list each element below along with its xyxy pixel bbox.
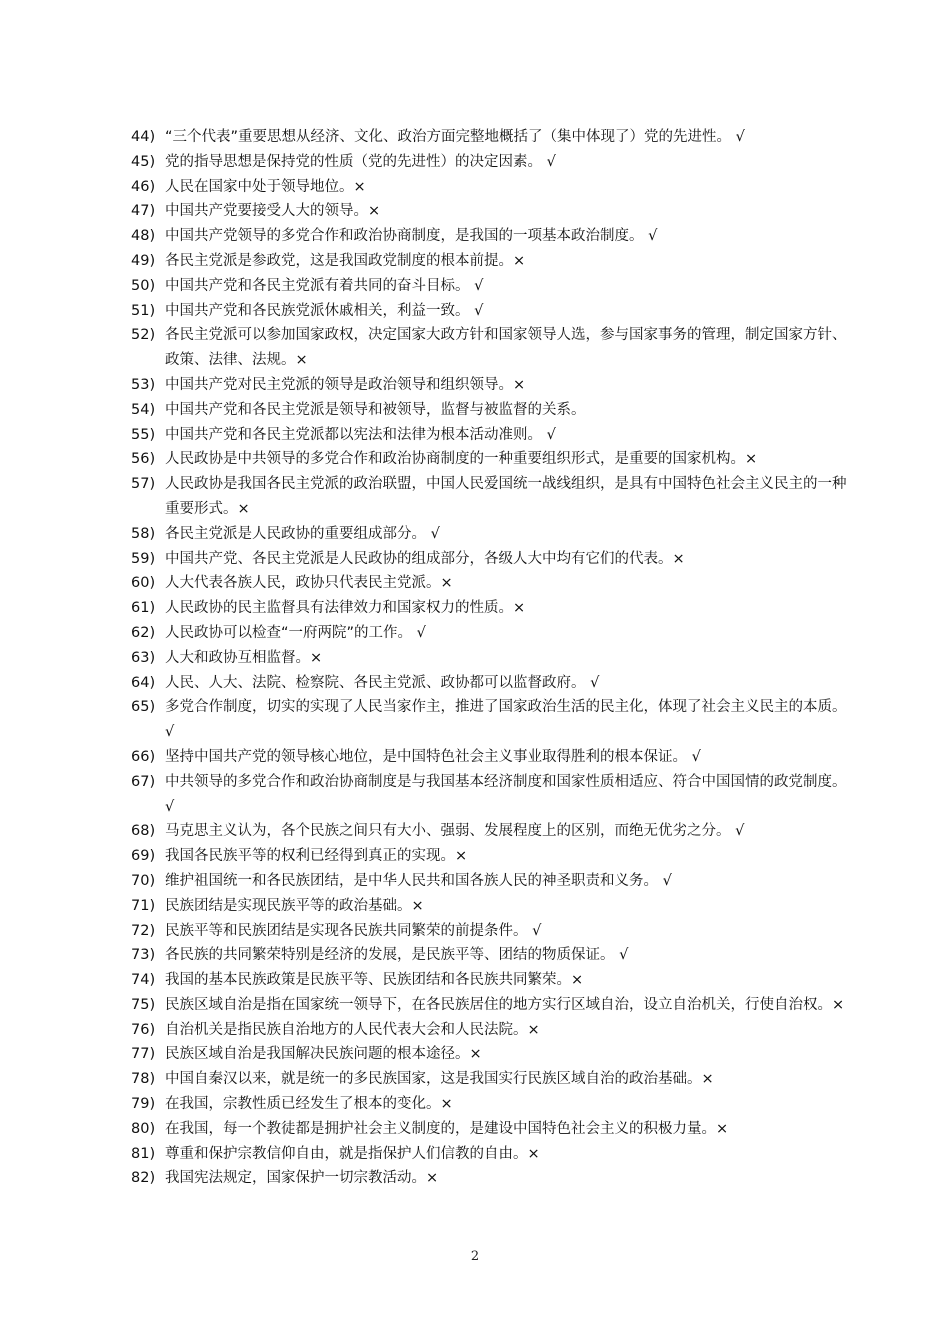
item-number: 60) [131,575,156,592]
list-item [131,1166,856,1191]
item-text: 人民在国家中处于领导地位。× [165,178,366,195]
list-item [131,125,856,150]
item-number: 64) [131,674,156,691]
item-number: 52) [131,327,156,344]
list-item [131,1067,856,1092]
list-item [131,869,856,894]
item-text: 各民族的共同繁荣特别是经济的发展，是民族平等、团结的物质保证。 √ [165,947,629,964]
item-number: 55) [131,426,156,443]
list-item [131,993,856,1018]
item-number: 66) [131,748,156,765]
item-number: 44) [131,129,156,145]
list-item [131,844,856,869]
list-item [131,968,856,993]
list-item [131,547,856,572]
item-number: 80) [131,1120,156,1137]
item-text: 人大代表各族人民，政协只代表民主党派。× [165,575,453,592]
item-text: 维护祖国统一和各民族团结，是中华人民共和国各族人民的神圣职责和义务。 √ [165,872,672,889]
list-item [131,596,856,621]
item-number: 65) [131,699,156,716]
list-item [131,398,856,423]
list-item [131,646,856,671]
item-text: 马克思主义认为，各个民族之间只有大小、强弱、发展程度上的区别，而绝无优劣之分。 √ [165,823,745,840]
item-text: 人民政协是中共领导的多党合作和政治协商制度的一种重要组织形式，是重要的国家机构。× [165,451,758,468]
list-item [131,943,856,968]
item-number: 48) [131,228,156,245]
item-number: 77) [131,1046,156,1063]
item-number: 53) [131,376,156,393]
item-number: 56) [131,451,156,468]
item-number: 67) [131,773,156,790]
list-item [131,1018,856,1043]
item-text: 中国共产党对民主党派的领导是政治领导和组织领导。× [165,376,526,393]
list-item [131,472,856,522]
list-item [131,522,856,547]
item-number: 69) [131,848,156,865]
item-text: 我国的基本民族政策是民族平等、民族团结和各民族共同繁荣。× [165,972,584,989]
list-item [131,671,856,696]
item-text: 中国自秦汉以来，就是统一的多民族国家，这是我国实行民族区域自治的政治基础。× [165,1071,714,1088]
list-item [131,745,856,770]
list-item [131,150,856,175]
item-number: 78) [131,1071,156,1088]
item-number: 59) [131,550,156,567]
item-text: 人民、人大、法院、检察院、各民主党派、政协都可以监督政府。 √ [165,674,600,691]
list-item [131,770,856,820]
list-item [131,1092,856,1117]
item-text: 我国宪法规定，国家保护一切宗教活动。× [165,1170,439,1187]
item-text: 各民主党派是参政党，这是我国政党制度的根本前提。× [165,252,526,269]
item-text: 中国共产党和各民主党派都以宪法和法律为根本活动准则。 √ [165,426,556,443]
list-item [131,819,856,844]
list-item [131,571,856,596]
item-text: 多党合作制度，切实的实现了人民当家作主，推进了国家政治生活的民主化，体现了社会主义民主的本质。 √ [165,699,847,741]
item-number: 50) [131,277,156,294]
item-text: 各民主党派是人民政协的重要组成部分。 √ [165,525,440,542]
item-text: 尊重和保护宗教信仰自由，就是指保护人们信教的自由。× [165,1145,540,1162]
item-number: 73) [131,947,156,964]
item-text: 自治机关是指民族自治地方的人民代表大会和人民法院。× [165,1021,540,1038]
item-number: 47) [131,203,156,220]
item-number: 46) [131,178,156,195]
item-number: 81) [131,1145,156,1162]
item-text: 人民政协可以检查“一府两院”的工作。 √ [165,624,426,641]
item-text: 中国共产党和各民族党派休戚相关，利益一致。 √ [165,302,484,319]
item-text: 中国共产党、各民主党派是人民政协的组成部分，各级人大中均有它们的代表。× [165,550,685,567]
list-item [131,199,856,224]
item-text: 中国共产党和各民主党派是领导和被领导，监督与被监督的关系。 [165,401,586,418]
list-item [131,919,856,944]
item-text: 人民政协的民主监督具有法律效力和国家权力的性质。× [165,600,526,617]
item-number: 61) [131,600,156,617]
item-number: 74) [131,972,156,989]
item-text: 中共领导的多党合作和政治协商制度是与我国基本经济制度和国家性质相适应、符合中国国情的政党制度。 √ [165,773,847,815]
item-number: 72) [131,922,156,939]
item-number: 70) [131,872,156,889]
item-text: 人大和政协互相监督。× [165,649,323,666]
item-text: 民族区域自治是指在国家统一领导下，在各民族居住的地方实行区域自治，设立自治机关，行使自治权。× [165,996,845,1013]
item-number: 62) [131,624,156,641]
list-item [131,373,856,398]
item-text: 人民政协是我国各民主党派的政治联盟，中国人民爱国统一战线组织，是具有中国特色社会主义民主的一种重要形式。× [165,476,847,517]
list-item [131,249,856,274]
list-item [131,447,856,472]
list-item [131,621,856,646]
item-number: 76) [131,1021,156,1038]
list-item [131,695,856,745]
list-item [131,323,856,373]
item-text: 中国共产党领导的多党合作和政治协商制度，是我国的一项基本政治制度。 √ [165,228,658,245]
item-text: 坚持中国共产党的领导核心地位，是中国特色社会主义事业取得胜利的根本保证。 √ [165,748,701,765]
item-number: 82) [131,1170,156,1187]
list-item [131,1117,856,1142]
item-text: 民族区域自治是我国解决民族问题的根本途径。× [165,1046,482,1063]
list-item [131,274,856,299]
item-text: 民族团结是实现民族平等的政治基础。× [165,897,424,914]
list-item [131,423,856,448]
item-text: 在我国，宗教性质已经发生了根本的变化。× [165,1096,453,1113]
page-number: 2 [470,1249,480,1264]
item-text: 我国各民族平等的权利已经得到真正的实现。× [165,848,468,865]
item-text: “三个代表”重要思想从经济、文化、政治方面完整地概括了（集中体现了）党的先进性。 √ [165,129,745,145]
item-text: 在我国，每一个教徒都是拥护社会主义制度的，是建设中国特色社会主义的积极力量。× [165,1120,729,1137]
item-text: 中国共产党和各民主党派有着共同的奋斗目标。 √ [165,277,484,294]
list-item [131,1042,856,1067]
question-list [131,125,856,1191]
list-item [131,175,856,200]
item-text: 各民主党派可以参加国家政权，决定国家大政方针和国家领导人选，参与国家事务的管理，制定国家方针、政策、法律、法规。× [165,327,847,369]
list-item [131,894,856,919]
item-number: 68) [131,823,156,840]
list-item [131,1142,856,1167]
item-number: 57) [131,476,156,493]
item-text: 党的指导思想是保持党的性质（党的先进性）的决定因素。 √ [165,153,556,170]
item-number: 51) [131,302,156,319]
list-item [131,299,856,324]
item-number: 75) [131,996,156,1013]
item-number: 71) [131,897,156,914]
list-item [131,224,856,249]
item-number: 45) [131,153,156,170]
item-number: 54) [131,401,156,418]
item-number: 58) [131,525,156,542]
item-number: 63) [131,649,156,666]
item-text: 中国共产党要接受人大的领导。× [165,203,381,220]
item-number: 79) [131,1096,156,1113]
item-number: 49) [131,252,156,269]
item-text: 民族平等和民族团结是实现各民族共同繁荣的前提条件。 √ [165,922,542,939]
